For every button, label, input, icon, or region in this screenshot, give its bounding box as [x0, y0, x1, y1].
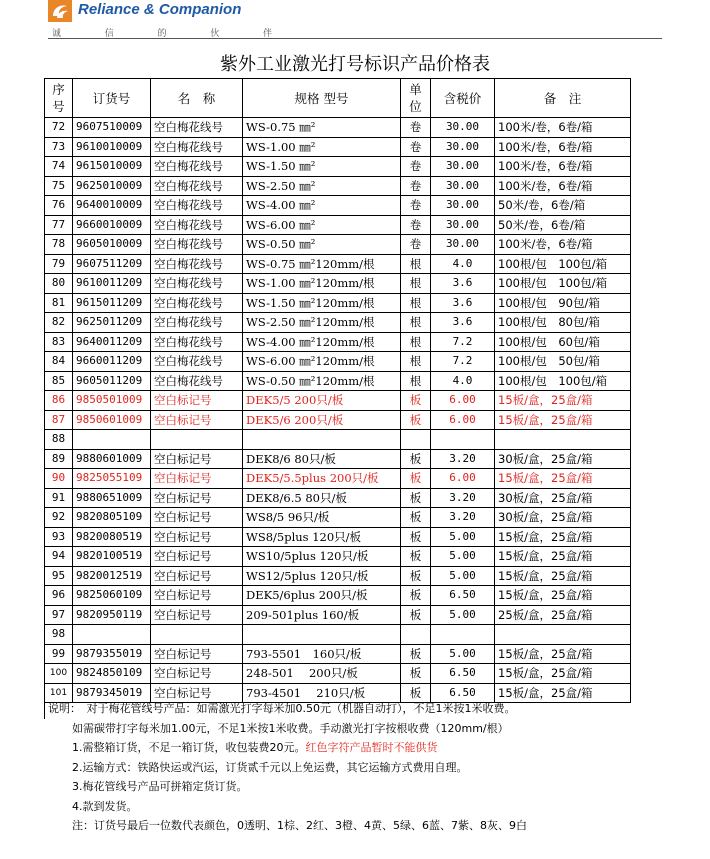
table-row: [45, 293, 631, 313]
table-row: [45, 586, 631, 606]
table-row: [45, 254, 631, 274]
table-row: [45, 449, 631, 469]
table-row: [45, 625, 631, 645]
row-price: 30.00: [431, 196, 495, 216]
notes-line1: [48, 699, 527, 719]
row-unit: 根: [401, 254, 431, 274]
row-note: 15板/盒，25盒/箱: [495, 410, 631, 430]
row-spec: WS-6.00 ㎜²: [243, 215, 401, 235]
table-row: [45, 352, 631, 372]
page-header: [48, 0, 668, 40]
row-spec: WS-6.00 ㎜²120mm/根: [243, 352, 401, 372]
row-product-name: 空白梅花线号: [151, 293, 243, 313]
row-spec: WS-0.50 ㎜²: [243, 235, 401, 255]
row-product-name: 空白标记号: [151, 508, 243, 528]
row-price: 6.00: [431, 391, 495, 411]
header-spec: 规格 型号: [243, 79, 401, 118]
row-product-name: 空白梅花线号: [151, 235, 243, 255]
table-row: [45, 566, 631, 586]
row-no: 95: [45, 566, 73, 586]
row-spec: 209-501plus 160/板: [243, 605, 401, 625]
row-order-code: 9605011209: [73, 371, 151, 391]
row-product-name: [151, 625, 243, 645]
row-order-code: 9640011209: [73, 332, 151, 352]
row-unit: 根: [401, 313, 431, 333]
row-price: 30.00: [431, 235, 495, 255]
row-no: 72: [45, 118, 73, 138]
row-no: 76: [45, 196, 73, 216]
row-price: 30.00: [431, 176, 495, 196]
header-divider: [48, 38, 662, 39]
table-row: [45, 215, 631, 235]
row-spec: WS-0.75 ㎜²120mm/根: [243, 254, 401, 274]
row-price: 3.6: [431, 313, 495, 333]
table-row: [45, 469, 631, 489]
table-row: [45, 118, 631, 138]
row-spec: DEK8/6.5 80只/板: [243, 488, 401, 508]
row-order-code: 9820950119: [73, 605, 151, 625]
row-note: 15板/盒，25盒/箱: [495, 566, 631, 586]
row-no: 77: [45, 215, 73, 235]
row-product-name: 空白标记号: [151, 664, 243, 684]
row-note: 100根/包 100包/箱: [495, 371, 631, 391]
row-note: [495, 625, 631, 645]
slogan-char: 的: [157, 29, 167, 39]
row-order-code: 9825055109: [73, 469, 151, 489]
row-unit: 卷: [401, 196, 431, 216]
row-no: 84: [45, 352, 73, 372]
table-row: [45, 274, 631, 294]
row-order-code: 9625011209: [73, 313, 151, 333]
row-note: 15板/盒，25盒/箱: [495, 664, 631, 684]
row-product-name: 空白梅花线号: [151, 118, 243, 138]
row-spec: WS-2.50 ㎜²: [243, 176, 401, 196]
row-unit: 卷: [401, 176, 431, 196]
row-spec: WS-1.50 ㎜²120mm/根: [243, 293, 401, 313]
row-note: 100米/卷，6卷/箱: [495, 235, 631, 255]
row-product-name: 空白梅花线号: [151, 274, 243, 294]
slogan-char: 诚: [52, 29, 62, 39]
row-order-code: 9660011209: [73, 352, 151, 372]
row-spec: [243, 430, 401, 450]
row-no: 99: [45, 644, 73, 664]
row-no: 97: [45, 605, 73, 625]
row-no: 93: [45, 527, 73, 547]
notes-line6: 4.款到发货。: [72, 799, 138, 813]
table-row: [45, 176, 631, 196]
row-price: 5.00: [431, 605, 495, 625]
row-unit: 板: [401, 664, 431, 684]
row-note: [495, 430, 631, 450]
row-product-name: 空白标记号: [151, 469, 243, 489]
row-spec: WS-4.00 ㎜²120mm/根: [243, 332, 401, 352]
row-spec: WS-4.00 ㎜²: [243, 196, 401, 216]
table-row: [45, 332, 631, 352]
header-note: 备 注: [495, 79, 631, 118]
row-price: 6.00: [431, 410, 495, 430]
row-spec: DEK5/6 200只/板: [243, 410, 401, 430]
row-spec: DEK8/6 80只/板: [243, 449, 401, 469]
row-price: 5.00: [431, 566, 495, 586]
row-spec: 793-5501 160只/板: [243, 644, 401, 664]
row-note: 15板/盒，25盒/箱: [495, 391, 631, 411]
row-order-code: [73, 430, 151, 450]
row-note: 15板/盒，25盒/箱: [495, 644, 631, 664]
row-note: 30板/盒，25盒/箱: [495, 508, 631, 528]
row-unit: 根: [401, 293, 431, 313]
row-spec: [243, 625, 401, 645]
row-price: 3.6: [431, 274, 495, 294]
row-order-code: [73, 625, 151, 645]
row-note: 30板/盒，25盒/箱: [495, 449, 631, 469]
table-row: [45, 235, 631, 255]
table-header-row: [45, 79, 631, 118]
header-name: 名 称: [151, 79, 243, 118]
row-unit: [401, 625, 431, 645]
row-order-code: 9879345019: [73, 683, 151, 703]
slogan-char: 信: [104, 29, 114, 39]
row-no: 100: [45, 664, 73, 684]
row-note: 50米/卷，6卷/箱: [495, 215, 631, 235]
row-unit: 板: [401, 449, 431, 469]
row-unit: 卷: [401, 215, 431, 235]
row-order-code: 9820805109: [73, 508, 151, 528]
row-spec: DEK5/5 200只/板: [243, 391, 401, 411]
table-row: [45, 430, 631, 450]
row-unit: 板: [401, 644, 431, 664]
row-order-code: 9615011209: [73, 293, 151, 313]
row-product-name: 空白梅花线号: [151, 157, 243, 177]
row-no: 79: [45, 254, 73, 274]
row-product-name: 空白梅花线号: [151, 371, 243, 391]
row-order-code: 9625010009: [73, 176, 151, 196]
row-product-name: 空白梅花线号: [151, 176, 243, 196]
row-unit: 板: [401, 683, 431, 703]
row-no: 88: [45, 430, 73, 450]
row-unit: 卷: [401, 157, 431, 177]
row-price: 3.6: [431, 293, 495, 313]
row-note: 15板/盒，25盒/箱: [495, 586, 631, 606]
row-no: 90: [45, 469, 73, 489]
row-spec: WS10/5plus 120只/板: [243, 547, 401, 567]
row-note: 100根/包 80包/箱: [495, 313, 631, 333]
notes-line3: [48, 738, 527, 758]
row-unit: 卷: [401, 235, 431, 255]
brand-name: Reliance & Companion: [78, 1, 242, 18]
notes-line7: 注：订货号最后一位数代表颜色，0透明、1棕、2红、3橙、4黄、5绿、6蓝、7紫、8灰、9白: [72, 819, 527, 832]
row-note: 15板/盒，25盒/箱: [495, 547, 631, 567]
row-product-name: 空白标记号: [151, 566, 243, 586]
row-note: 100根/包 60包/箱: [495, 332, 631, 352]
row-price: 3.20: [431, 449, 495, 469]
row-unit: [401, 430, 431, 450]
row-product-name: 空白梅花线号: [151, 254, 243, 274]
table-body: [45, 118, 631, 703]
row-spec: WS-1.00 ㎜²120mm/根: [243, 274, 401, 294]
row-order-code: 9820012519: [73, 566, 151, 586]
row-note: 100根/包 50包/箱: [495, 352, 631, 372]
header-code: 订货号: [73, 79, 151, 118]
row-product-name: 空白标记号: [151, 410, 243, 430]
row-no: 98: [45, 625, 73, 645]
table-row: [45, 527, 631, 547]
row-price: 4.0: [431, 371, 495, 391]
row-unit: 板: [401, 547, 431, 567]
row-unit: 根: [401, 274, 431, 294]
row-order-code: 9880601009: [73, 449, 151, 469]
row-note: 100根/包 90包/箱: [495, 293, 631, 313]
row-no: 73: [45, 137, 73, 157]
row-no: 83: [45, 332, 73, 352]
row-product-name: 空白梅花线号: [151, 313, 243, 333]
row-product-name: 空白梅花线号: [151, 352, 243, 372]
row-order-code: 9820080519: [73, 527, 151, 547]
row-unit: 板: [401, 527, 431, 547]
row-no: 92: [45, 508, 73, 528]
row-spec: WS-2.50 ㎜²120mm/根: [243, 313, 401, 333]
notes-text: 对于梅花管线号产品：如需激光打字每米加0.50元（机器自动打），不足1米按1米收费。: [75, 702, 516, 715]
row-note: 30板/盒，25盒/箱: [495, 488, 631, 508]
row-unit: 卷: [401, 137, 431, 157]
row-spec: 248-501 200只/板: [243, 664, 401, 684]
row-note: 100根/包 100包/箱: [495, 254, 631, 274]
notes-label: 说明：: [48, 702, 76, 715]
row-unit: 根: [401, 332, 431, 352]
row-unit: 板: [401, 586, 431, 606]
row-order-code: 9610011209: [73, 274, 151, 294]
row-product-name: [151, 430, 243, 450]
row-no: 91: [45, 488, 73, 508]
row-note: 50米/卷，6卷/箱: [495, 196, 631, 216]
row-order-code: 9879355019: [73, 644, 151, 664]
row-no: 75: [45, 176, 73, 196]
row-product-name: 空白梅花线号: [151, 196, 243, 216]
table-row: [45, 410, 631, 430]
row-note: 100米/卷，6卷/箱: [495, 118, 631, 138]
row-price: 30.00: [431, 118, 495, 138]
row-spec: DEK5/5.5plus 200只/板: [243, 469, 401, 489]
row-product-name: 空白标记号: [151, 449, 243, 469]
row-order-code: 9880651009: [73, 488, 151, 508]
row-price: [431, 625, 495, 645]
row-price: 3.20: [431, 508, 495, 528]
row-order-code: 9820100519: [73, 547, 151, 567]
row-unit: 板: [401, 566, 431, 586]
notes-line4: 2.运输方式：铁路快运或汽运，订货贰千元以上免运费，其它运输方式费用自理。: [72, 760, 468, 774]
row-order-code: 9607511209: [73, 254, 151, 274]
row-product-name: 空白标记号: [151, 644, 243, 664]
table-row: [45, 488, 631, 508]
row-note: 15板/盒，25盒/箱: [495, 469, 631, 489]
notes-line5: 3.梅花管线号产品可拼箱定货订货。: [72, 780, 248, 793]
row-no: 78: [45, 235, 73, 255]
row-price: 30.00: [431, 157, 495, 177]
row-no: 85: [45, 371, 73, 391]
table-row: [45, 196, 631, 216]
notes-text: 1.需整箱订货，不足一箱订货，收包装费20元。: [72, 741, 306, 754]
table-row: [45, 605, 631, 625]
row-order-code: 9660010009: [73, 215, 151, 235]
row-spec: DEK5/6plus 200只/板: [243, 586, 401, 606]
row-unit: 板: [401, 508, 431, 528]
header-unit: 单 位: [401, 79, 431, 118]
row-note: 100米/卷，6卷/箱: [495, 157, 631, 177]
row-no: 82: [45, 313, 73, 333]
table-row: [45, 664, 631, 684]
row-product-name: 空白梅花线号: [151, 215, 243, 235]
row-price: 6.50: [431, 586, 495, 606]
row-unit: 卷: [401, 118, 431, 138]
notes-warning: 红色字符产品暂时不能供货: [305, 741, 438, 754]
row-price: 30.00: [431, 215, 495, 235]
company-logo-icon: [48, 0, 72, 22]
row-price: 7.2: [431, 352, 495, 372]
page-title: 紫外工业激光打号标识产品价格表: [220, 54, 490, 75]
row-spec: WS8/5 96只/板: [243, 508, 401, 528]
row-no: 96: [45, 586, 73, 606]
row-price: 5.00: [431, 547, 495, 567]
row-note: 15板/盒，25盒/箱: [495, 683, 631, 703]
row-price: [431, 430, 495, 450]
row-order-code: 9825060109: [73, 586, 151, 606]
row-note: 25板/盒，25盒/箱: [495, 605, 631, 625]
row-no: 80: [45, 274, 73, 294]
row-price: 4.0: [431, 254, 495, 274]
row-product-name: 空白标记号: [151, 527, 243, 547]
row-spec: WS8/5plus 120只/板: [243, 527, 401, 547]
row-price: 5.00: [431, 644, 495, 664]
row-unit: 板: [401, 410, 431, 430]
table-row: [45, 547, 631, 567]
row-order-code: 9615010009: [73, 157, 151, 177]
row-order-code: 9640010009: [73, 196, 151, 216]
row-no: 89: [45, 449, 73, 469]
row-no: 101: [45, 683, 73, 703]
notes-line2: 如需碳带打字每米加1.00元，不足1米按1米收费。手动激光打字按根收费（120mm/根）: [72, 721, 509, 735]
row-note: 15板/盒，25盒/箱: [495, 527, 631, 547]
row-spec: WS-0.50 ㎜²120mm/根: [243, 371, 401, 391]
table-row: [45, 157, 631, 177]
row-product-name: 空白梅花线号: [151, 137, 243, 157]
row-price: 6.50: [431, 664, 495, 684]
slogan-char: 伙: [210, 29, 220, 39]
table-row: [45, 313, 631, 333]
row-price: 5.00: [431, 527, 495, 547]
row-product-name: 空白标记号: [151, 488, 243, 508]
table-row: [45, 508, 631, 528]
row-price: 6.50: [431, 683, 495, 703]
row-no: 86: [45, 391, 73, 411]
row-no: 81: [45, 293, 73, 313]
row-price: 6.00: [431, 469, 495, 489]
row-no: 74: [45, 157, 73, 177]
price-table: [44, 78, 631, 703]
slogan-char: 伴: [262, 29, 272, 39]
row-product-name: 空白梅花线号: [151, 332, 243, 352]
row-order-code: 9605010009: [73, 235, 151, 255]
table-row: [45, 391, 631, 411]
row-no: 87: [45, 410, 73, 430]
row-note: 100米/卷，6卷/箱: [495, 137, 631, 157]
row-order-code: 9850501009: [73, 391, 151, 411]
row-order-code: 9610010009: [73, 137, 151, 157]
row-unit: 根: [401, 371, 431, 391]
row-unit: 板: [401, 391, 431, 411]
row-unit: 板: [401, 469, 431, 489]
row-unit: 板: [401, 605, 431, 625]
row-spec: WS-1.00 ㎜²: [243, 137, 401, 157]
row-price: 3.20: [431, 488, 495, 508]
table-row: [45, 644, 631, 664]
row-spec: WS12/5plus 120只/板: [243, 566, 401, 586]
notes-section: [48, 699, 527, 836]
row-product-name: 空白标记号: [151, 547, 243, 567]
row-unit: 板: [401, 488, 431, 508]
header-price: 含税价: [431, 79, 495, 118]
row-spec: 793-4501 210只/板: [243, 683, 401, 703]
row-spec: WS-1.50 ㎜²: [243, 157, 401, 177]
row-product-name: 空白标记号: [151, 683, 243, 703]
row-spec: WS-0.75 ㎜²: [243, 118, 401, 138]
row-product-name: 空白标记号: [151, 586, 243, 606]
row-note: 100根/包 100包/箱: [495, 274, 631, 294]
row-no: 94: [45, 547, 73, 567]
row-unit: 根: [401, 352, 431, 372]
table-row: [45, 137, 631, 157]
table-row: [45, 371, 631, 391]
row-order-code: 9850601009: [73, 410, 151, 430]
row-price: 7.2: [431, 332, 495, 352]
row-note: 100米/卷，6卷/箱: [495, 176, 631, 196]
row-product-name: 空白标记号: [151, 605, 243, 625]
header-no: 序 号: [45, 79, 73, 118]
row-price: 30.00: [431, 137, 495, 157]
row-product-name: 空白标记号: [151, 391, 243, 411]
row-order-code: 9824850109: [73, 664, 151, 684]
row-order-code: 9607510009: [73, 118, 151, 138]
